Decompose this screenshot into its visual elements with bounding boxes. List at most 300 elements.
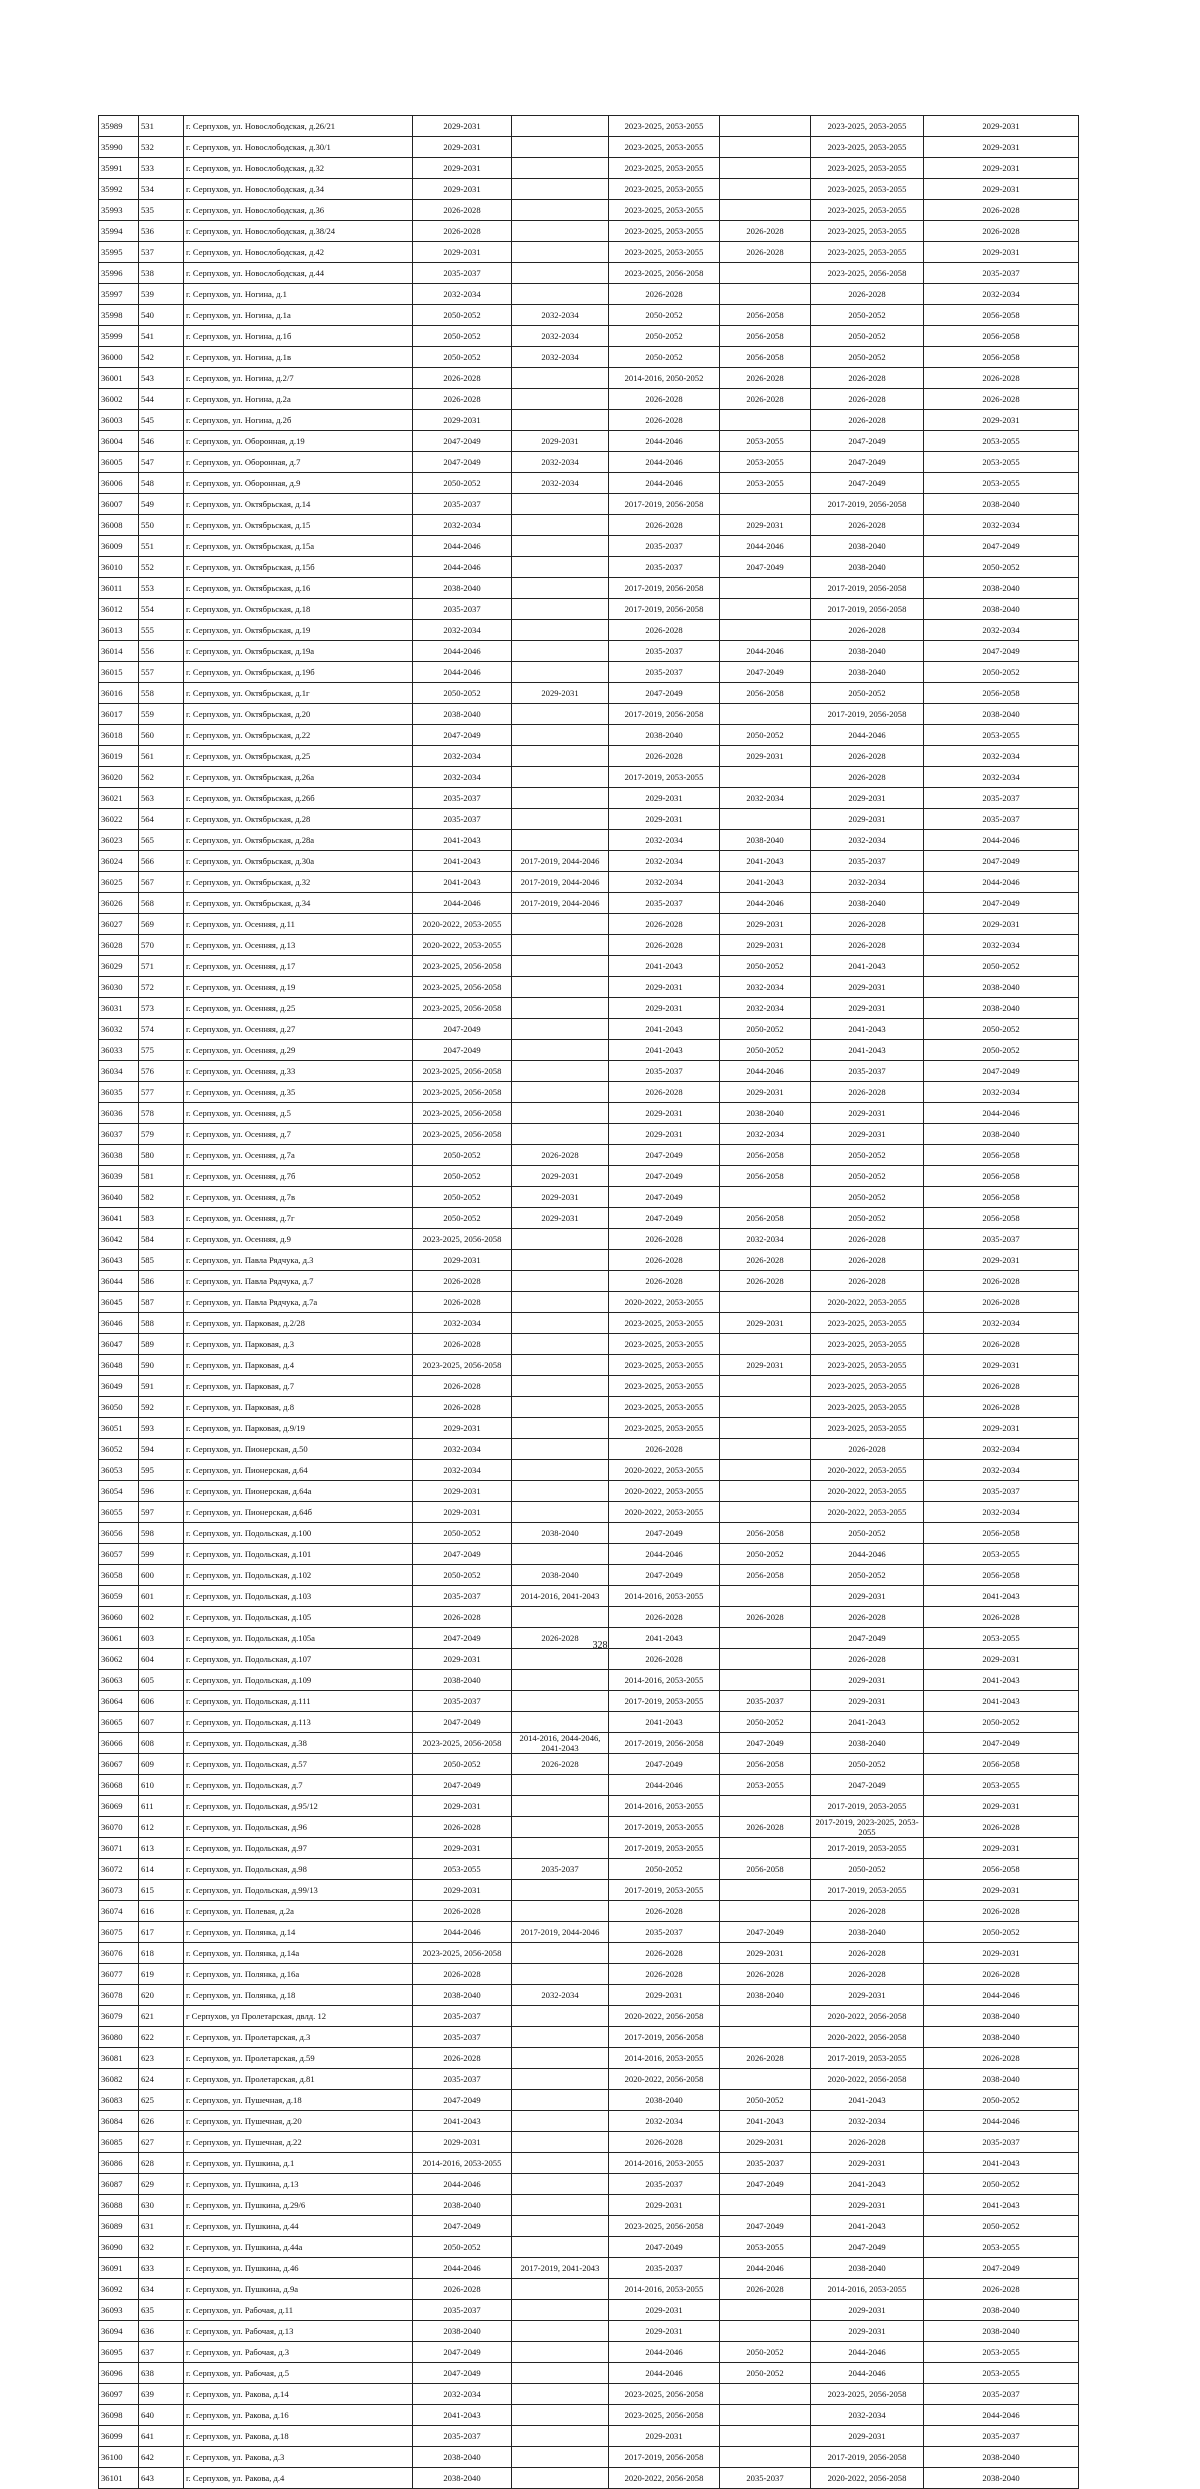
address-cell: г. Серпухов, ул. Октябрьская, д.15а xyxy=(184,536,413,557)
period-col-5-cell xyxy=(512,389,609,410)
record-id-cell: 36069 xyxy=(99,1796,139,1817)
period-col-4-cell: 2047-2049 xyxy=(413,1712,512,1733)
period-col-6-cell: 2017-2019, 2053-2055 xyxy=(609,767,720,788)
period-col-8-cell: 2017-2019, 2023-2025, 2053-2055 xyxy=(811,1817,924,1838)
address-cell: г. Серпухов, ул. Октябрьская, д.30а xyxy=(184,851,413,872)
period-col-8-cell: 2023-2025, 2053-2055 xyxy=(811,1313,924,1334)
item-number-cell: 542 xyxy=(139,347,184,368)
address-cell: г. Серпухов, ул. Полянка, д.14а xyxy=(184,1943,413,1964)
period-col-9-cell: 2044-2046 xyxy=(924,830,1079,851)
period-col-5-cell xyxy=(512,788,609,809)
period-col-9-cell: 2029-2031 xyxy=(924,1943,1079,1964)
period-col-7-cell: 2026-2028 xyxy=(720,1607,811,1628)
period-col-6-cell: 2047-2049 xyxy=(609,1754,720,1775)
item-number-cell: 553 xyxy=(139,578,184,599)
period-col-8-cell: 2050-2052 xyxy=(811,326,924,347)
period-col-4-cell: 2023-2025, 2056-2058 xyxy=(413,1082,512,1103)
record-id-cell: 36099 xyxy=(99,2426,139,2447)
period-col-4-cell: 2020-2022, 2053-2055 xyxy=(413,935,512,956)
period-col-8-cell: 2038-2040 xyxy=(811,557,924,578)
period-col-6-cell: 2026-2028 xyxy=(609,1271,720,1292)
period-col-6-cell: 2020-2022, 2053-2055 xyxy=(609,1502,720,1523)
period-col-8-cell: 2029-2031 xyxy=(811,998,924,1019)
period-col-9-cell: 2026-2028 xyxy=(924,368,1079,389)
address-cell: г. Серпухов, ул. Пушечная, д.20 xyxy=(184,2111,413,2132)
period-col-8-cell: 2026-2028 xyxy=(811,620,924,641)
period-col-5-cell xyxy=(512,767,609,788)
period-col-5-cell xyxy=(512,2048,609,2069)
record-id-cell: 35998 xyxy=(99,305,139,326)
period-col-8-cell: 2050-2052 xyxy=(811,305,924,326)
period-col-5-cell xyxy=(512,746,609,767)
item-number-cell: 541 xyxy=(139,326,184,347)
period-col-9-cell: 2029-2031 xyxy=(924,1796,1079,1817)
period-col-7-cell xyxy=(720,1187,811,1208)
period-col-6-cell: 2023-2025, 2053-2055 xyxy=(609,242,720,263)
period-col-9-cell: 2041-2043 xyxy=(924,1691,1079,1712)
period-col-9-cell: 2038-2040 xyxy=(924,977,1079,998)
period-col-7-cell xyxy=(720,620,811,641)
period-col-8-cell: 2047-2049 xyxy=(811,2237,924,2258)
record-id-cell: 36006 xyxy=(99,473,139,494)
address-cell: г. Серпухов, ул. Новослободская, д.34 xyxy=(184,179,413,200)
item-number-cell: 578 xyxy=(139,1103,184,1124)
record-id-cell: 36086 xyxy=(99,2153,139,2174)
address-cell: г. Серпухов, ул. Подольская, д.103 xyxy=(184,1586,413,1607)
address-cell: г. Серпухов, ул. Рабочая, д.5 xyxy=(184,2363,413,2384)
period-col-8-cell: 2026-2028 xyxy=(811,1229,924,1250)
item-number-cell: 572 xyxy=(139,977,184,998)
period-col-8-cell: 2023-2025, 2053-2055 xyxy=(811,1376,924,1397)
period-col-9-cell: 2044-2046 xyxy=(924,2111,1079,2132)
period-col-8-cell: 2017-2019, 2056-2058 xyxy=(811,704,924,725)
period-col-6-cell: 2029-2031 xyxy=(609,1985,720,2006)
period-col-7-cell: 2029-2031 xyxy=(720,914,811,935)
period-col-8-cell: 2047-2049 xyxy=(811,1775,924,1796)
period-col-5-cell xyxy=(512,809,609,830)
period-col-5-cell: 2035-2037 xyxy=(512,1859,609,1880)
period-col-8-cell: 2047-2049 xyxy=(811,452,924,473)
period-col-8-cell: 2017-2019, 2053-2055 xyxy=(811,1838,924,1859)
record-id-cell: 36055 xyxy=(99,1502,139,1523)
period-col-6-cell: 2017-2019, 2056-2058 xyxy=(609,2447,720,2468)
record-id-cell: 36077 xyxy=(99,1964,139,1985)
period-col-8-cell: 2050-2052 xyxy=(811,1166,924,1187)
period-col-4-cell: 2026-2028 xyxy=(413,1607,512,1628)
address-cell: г. Серпухов, ул. Осенняя, д.35 xyxy=(184,1082,413,1103)
period-col-8-cell: 2029-2031 xyxy=(811,1586,924,1607)
period-col-6-cell: 2014-2016, 2053-2055 xyxy=(609,1586,720,1607)
period-col-8-cell: 2017-2019, 2056-2058 xyxy=(811,494,924,515)
period-col-4-cell: 2050-2052 xyxy=(413,1187,512,1208)
period-col-6-cell: 2023-2025, 2053-2055 xyxy=(609,200,720,221)
period-col-8-cell: 2017-2019, 2056-2058 xyxy=(811,578,924,599)
period-col-5-cell xyxy=(512,2405,609,2426)
item-number-cell: 573 xyxy=(139,998,184,1019)
period-col-4-cell: 2035-2037 xyxy=(413,788,512,809)
period-col-4-cell: 2038-2040 xyxy=(413,2195,512,2216)
record-id-cell: 36003 xyxy=(99,410,139,431)
period-col-8-cell: 2047-2049 xyxy=(811,473,924,494)
period-col-4-cell: 2047-2049 xyxy=(413,431,512,452)
period-col-9-cell: 2035-2037 xyxy=(924,2132,1079,2153)
period-col-4-cell: 2032-2034 xyxy=(413,515,512,536)
period-col-8-cell: 2026-2028 xyxy=(811,767,924,788)
period-col-6-cell: 2035-2037 xyxy=(609,2258,720,2279)
record-id-cell: 36025 xyxy=(99,872,139,893)
period-col-5-cell xyxy=(512,1481,609,1502)
table-row xyxy=(99,1943,1079,1964)
period-col-5-cell xyxy=(512,1229,609,1250)
period-col-7-cell: 2056-2058 xyxy=(720,305,811,326)
period-col-4-cell: 2050-2052 xyxy=(413,1166,512,1187)
item-number-cell: 631 xyxy=(139,2216,184,2237)
period-col-8-cell: 2017-2019, 2056-2058 xyxy=(811,2447,924,2468)
period-col-4-cell: 2032-2034 xyxy=(413,767,512,788)
period-col-6-cell: 2047-2049 xyxy=(609,1145,720,1166)
period-col-6-cell: 2050-2052 xyxy=(609,305,720,326)
item-number-cell: 592 xyxy=(139,1397,184,1418)
address-cell: г. Серпухов, ул. Подольская, д.99/13 xyxy=(184,1880,413,1901)
item-number-cell: 640 xyxy=(139,2405,184,2426)
period-col-9-cell: 2032-2034 xyxy=(924,1082,1079,1103)
period-col-4-cell: 2023-2025, 2056-2058 xyxy=(413,1733,512,1754)
address-cell: г. Серпухов, ул. Октябрьская, д.26б xyxy=(184,788,413,809)
address-cell: г. Серпухов, ул. Новослободская, д.44 xyxy=(184,263,413,284)
period-col-8-cell: 2026-2028 xyxy=(811,1901,924,1922)
table-row xyxy=(99,2300,1079,2321)
period-col-9-cell: 2050-2052 xyxy=(924,2090,1079,2111)
address-cell: г. Серпухов, ул. Рабочая, д.13 xyxy=(184,2321,413,2342)
period-col-9-cell: 2038-2040 xyxy=(924,998,1079,1019)
item-number-cell: 624 xyxy=(139,2069,184,2090)
period-col-4-cell: 2026-2028 xyxy=(413,1817,512,1838)
period-col-9-cell: 2032-2034 xyxy=(924,620,1079,641)
table-row xyxy=(99,788,1079,809)
period-col-6-cell: 2032-2034 xyxy=(609,2111,720,2132)
period-col-4-cell: 2044-2046 xyxy=(413,893,512,914)
period-col-5-cell xyxy=(512,116,609,137)
period-col-4-cell: 2038-2040 xyxy=(413,1670,512,1691)
period-col-9-cell: 2038-2040 xyxy=(924,704,1079,725)
record-id-cell: 36062 xyxy=(99,1649,139,1670)
period-col-4-cell: 2029-2031 xyxy=(413,1838,512,1859)
period-col-9-cell: 2026-2028 xyxy=(924,200,1079,221)
period-col-4-cell: 2050-2052 xyxy=(413,305,512,326)
period-col-5-cell xyxy=(512,1334,609,1355)
item-number-cell: 584 xyxy=(139,1229,184,1250)
period-col-7-cell: 2056-2058 xyxy=(720,1859,811,1880)
period-col-8-cell: 2017-2019, 2053-2055 xyxy=(811,1880,924,1901)
period-col-9-cell: 2029-2031 xyxy=(924,242,1079,263)
period-col-9-cell: 2047-2049 xyxy=(924,536,1079,557)
period-col-9-cell: 2038-2040 xyxy=(924,2027,1079,2048)
period-col-7-cell xyxy=(720,767,811,788)
period-col-7-cell: 2032-2034 xyxy=(720,998,811,1019)
period-col-9-cell: 2041-2043 xyxy=(924,1670,1079,1691)
address-cell: г. Серпухов, ул. Подольская, д.97 xyxy=(184,1838,413,1859)
period-col-8-cell: 2017-2019, 2053-2055 xyxy=(811,2048,924,2069)
record-id-cell: 36094 xyxy=(99,2321,139,2342)
address-cell: г. Серпухов, ул. Осенняя, д.27 xyxy=(184,1019,413,1040)
period-col-8-cell: 2026-2028 xyxy=(811,1082,924,1103)
period-col-7-cell: 2026-2028 xyxy=(720,2048,811,2069)
period-col-9-cell: 2038-2040 xyxy=(924,2447,1079,2468)
period-col-5-cell xyxy=(512,179,609,200)
table-row xyxy=(99,2174,1079,2195)
period-col-6-cell: 2035-2037 xyxy=(609,641,720,662)
period-col-9-cell: 2053-2055 xyxy=(924,2363,1079,2384)
item-number-cell: 535 xyxy=(139,200,184,221)
period-col-6-cell: 2023-2025, 2053-2055 xyxy=(609,221,720,242)
period-col-9-cell: 2032-2034 xyxy=(924,767,1079,788)
period-col-7-cell: 2041-2043 xyxy=(720,872,811,893)
period-col-9-cell: 2029-2031 xyxy=(924,137,1079,158)
period-col-4-cell: 2041-2043 xyxy=(413,872,512,893)
period-col-7-cell xyxy=(720,1397,811,1418)
period-col-9-cell: 2032-2034 xyxy=(924,284,1079,305)
period-col-7-cell: 2053-2055 xyxy=(720,1775,811,1796)
period-col-6-cell: 2026-2028 xyxy=(609,620,720,641)
period-col-8-cell: 2029-2031 xyxy=(811,2300,924,2321)
period-col-7-cell: 2026-2028 xyxy=(720,221,811,242)
period-col-5-cell: 2014-2016, 2044-2046, 2041-2043 xyxy=(512,1733,609,1754)
item-number-cell: 641 xyxy=(139,2426,184,2447)
period-col-7-cell: 2026-2028 xyxy=(720,1817,811,1838)
record-id-cell: 35995 xyxy=(99,242,139,263)
period-col-6-cell: 2035-2037 xyxy=(609,1922,720,1943)
address-cell: г. Серпухов, ул. Пушечная, д.18 xyxy=(184,2090,413,2111)
period-col-5-cell xyxy=(512,1544,609,1565)
address-cell: г. Серпухов, ул. Ракова, д.4 xyxy=(184,2468,413,2489)
period-col-7-cell xyxy=(720,1418,811,1439)
period-col-7-cell: 2047-2049 xyxy=(720,662,811,683)
period-col-5-cell xyxy=(512,2069,609,2090)
address-cell: г. Серпухов, ул. Подольская, д.38 xyxy=(184,1733,413,1754)
address-cell: г. Серпухов, ул. Новослободская, д.26/21 xyxy=(184,116,413,137)
period-col-7-cell xyxy=(720,1334,811,1355)
table-row xyxy=(99,1439,1079,1460)
period-col-6-cell: 2017-2019, 2056-2058 xyxy=(609,1733,720,1754)
item-number-cell: 588 xyxy=(139,1313,184,1334)
period-col-7-cell xyxy=(720,1649,811,1670)
period-col-8-cell: 2050-2052 xyxy=(811,1208,924,1229)
period-col-7-cell: 2026-2028 xyxy=(720,1250,811,1271)
item-number-cell: 609 xyxy=(139,1754,184,1775)
period-col-6-cell: 2029-2031 xyxy=(609,2426,720,2447)
period-col-6-cell: 2023-2025, 2053-2055 xyxy=(609,1376,720,1397)
period-col-8-cell: 2020-2022, 2056-2058 xyxy=(811,2027,924,2048)
period-col-8-cell: 2026-2028 xyxy=(811,1964,924,1985)
period-col-7-cell: 2047-2049 xyxy=(720,1922,811,1943)
table-row xyxy=(99,1103,1079,1124)
period-col-7-cell: 2038-2040 xyxy=(720,1103,811,1124)
table-row xyxy=(99,2468,1079,2489)
table-row xyxy=(99,893,1079,914)
period-col-5-cell: 2026-2028 xyxy=(512,1628,609,1649)
table-row xyxy=(99,2363,1079,2384)
period-col-8-cell: 2029-2031 xyxy=(811,788,924,809)
item-number-cell: 565 xyxy=(139,830,184,851)
table-row xyxy=(99,1817,1079,1838)
period-col-9-cell: 2053-2055 xyxy=(924,2342,1079,2363)
table-row xyxy=(99,1712,1079,1733)
period-col-4-cell: 2026-2028 xyxy=(413,200,512,221)
period-col-7-cell: 2053-2055 xyxy=(720,431,811,452)
item-number-cell: 621 xyxy=(139,2006,184,2027)
period-col-4-cell: 2023-2025, 2056-2058 xyxy=(413,1355,512,1376)
period-col-7-cell: 2029-2031 xyxy=(720,935,811,956)
address-cell: г. Серпухов, ул. Осенняя, д.7а xyxy=(184,1145,413,1166)
address-cell: г. Серпухов, ул. Пионерская, д.50 xyxy=(184,1439,413,1460)
period-col-8-cell: 2026-2028 xyxy=(811,1943,924,1964)
table-row xyxy=(99,1376,1079,1397)
period-col-7-cell: 2050-2052 xyxy=(720,1019,811,1040)
period-col-6-cell: 2014-2016, 2050-2052 xyxy=(609,368,720,389)
address-cell: г. Серпухов, ул. Октябрьская, д.25 xyxy=(184,746,413,767)
table-row xyxy=(99,1733,1079,1754)
period-col-7-cell xyxy=(720,578,811,599)
period-col-7-cell: 2032-2034 xyxy=(720,1229,811,1250)
period-col-7-cell: 2032-2034 xyxy=(720,788,811,809)
period-col-6-cell: 2032-2034 xyxy=(609,872,720,893)
record-id-cell: 36018 xyxy=(99,725,139,746)
period-col-9-cell: 2038-2040 xyxy=(924,494,1079,515)
period-col-9-cell: 2026-2028 xyxy=(924,1292,1079,1313)
record-id-cell: 36015 xyxy=(99,662,139,683)
period-col-5-cell xyxy=(512,242,609,263)
period-col-9-cell: 2044-2046 xyxy=(924,1103,1079,1124)
period-col-8-cell: 2023-2025, 2053-2055 xyxy=(811,200,924,221)
period-col-4-cell: 2026-2028 xyxy=(413,1964,512,1985)
period-col-4-cell: 2032-2034 xyxy=(413,746,512,767)
period-col-8-cell: 2038-2040 xyxy=(811,662,924,683)
record-id-cell: 36083 xyxy=(99,2090,139,2111)
period-col-9-cell: 2038-2040 xyxy=(924,2006,1079,2027)
table-row xyxy=(99,683,1079,704)
address-cell: г. Серпухов, ул. Октябрьская, д.15 xyxy=(184,515,413,536)
record-id-cell: 36071 xyxy=(99,1838,139,1859)
record-id-cell: 36046 xyxy=(99,1313,139,1334)
period-col-7-cell: 2053-2055 xyxy=(720,2237,811,2258)
period-col-4-cell: 2044-2046 xyxy=(413,536,512,557)
period-col-7-cell xyxy=(720,2027,811,2048)
period-col-8-cell: 2020-2022, 2053-2055 xyxy=(811,1481,924,1502)
period-col-7-cell: 2053-2055 xyxy=(720,473,811,494)
table-row xyxy=(99,1502,1079,1523)
record-id-cell: 35991 xyxy=(99,158,139,179)
period-col-4-cell: 2050-2052 xyxy=(413,683,512,704)
period-col-5-cell xyxy=(512,2342,609,2363)
item-number-cell: 564 xyxy=(139,809,184,830)
item-number-cell: 587 xyxy=(139,1292,184,1313)
period-col-8-cell: 2050-2052 xyxy=(811,1565,924,1586)
address-cell: г. Серпухов, ул. Осенняя, д.11 xyxy=(184,914,413,935)
period-col-9-cell: 2050-2052 xyxy=(924,2174,1079,2195)
period-col-6-cell: 2023-2025, 2053-2055 xyxy=(609,1418,720,1439)
record-id-cell: 36022 xyxy=(99,809,139,830)
table-row xyxy=(99,1922,1079,1943)
period-col-9-cell: 2029-2031 xyxy=(924,116,1079,137)
period-col-5-cell: 2017-2019, 2044-2046 xyxy=(512,893,609,914)
period-col-9-cell: 2026-2028 xyxy=(924,1817,1079,1838)
period-col-5-cell xyxy=(512,977,609,998)
period-col-7-cell: 2041-2043 xyxy=(720,2111,811,2132)
item-number-cell: 606 xyxy=(139,1691,184,1712)
period-col-5-cell xyxy=(512,641,609,662)
period-col-8-cell: 2041-2043 xyxy=(811,1712,924,1733)
period-col-5-cell xyxy=(512,956,609,977)
period-col-8-cell: 2047-2049 xyxy=(811,1628,924,1649)
period-col-8-cell: 2041-2043 xyxy=(811,1040,924,1061)
period-col-8-cell: 2044-2046 xyxy=(811,725,924,746)
table-row xyxy=(99,1166,1079,1187)
period-col-4-cell: 2032-2034 xyxy=(413,1439,512,1460)
item-number-cell: 607 xyxy=(139,1712,184,1733)
address-cell: г. Серпухов, ул. Октябрьская, д.15б xyxy=(184,557,413,578)
record-id-cell: 36066 xyxy=(99,1733,139,1754)
period-col-9-cell: 2053-2055 xyxy=(924,1628,1079,1649)
address-cell: г. Серпухов, ул. Пушкина, д.46 xyxy=(184,2258,413,2279)
period-col-9-cell: 2035-2037 xyxy=(924,2384,1079,2405)
period-col-4-cell: 2047-2049 xyxy=(413,2090,512,2111)
record-id-cell: 35990 xyxy=(99,137,139,158)
period-col-8-cell: 2050-2052 xyxy=(811,347,924,368)
period-col-9-cell: 2050-2052 xyxy=(924,1040,1079,1061)
table-row xyxy=(99,1334,1079,1355)
period-col-4-cell: 2047-2049 xyxy=(413,1544,512,1565)
period-col-6-cell: 2020-2022, 2053-2055 xyxy=(609,1460,720,1481)
period-col-6-cell: 2020-2022, 2056-2058 xyxy=(609,2468,720,2489)
period-col-5-cell xyxy=(512,1313,609,1334)
address-cell: г. Серпухов, ул. Октябрьская, д.19б xyxy=(184,662,413,683)
period-col-7-cell: 2050-2052 xyxy=(720,1544,811,1565)
period-col-8-cell: 2050-2052 xyxy=(811,1187,924,1208)
period-col-6-cell: 2044-2046 xyxy=(609,1544,720,1565)
table-row xyxy=(99,116,1079,137)
period-col-4-cell: 2026-2028 xyxy=(413,389,512,410)
table-row xyxy=(99,1145,1079,1166)
address-cell: г. Серпухов, ул. Ногина, д.1 xyxy=(184,284,413,305)
record-id-cell: 36101 xyxy=(99,2468,139,2489)
period-col-5-cell xyxy=(512,1964,609,1985)
period-col-9-cell: 2044-2046 xyxy=(924,1985,1079,2006)
period-col-6-cell: 2020-2022, 2056-2058 xyxy=(609,2006,720,2027)
period-col-6-cell: 2032-2034 xyxy=(609,851,720,872)
period-col-4-cell: 2035-2037 xyxy=(413,2027,512,2048)
period-col-4-cell: 2014-2016, 2053-2055 xyxy=(413,2153,512,2174)
period-col-9-cell: 2050-2052 xyxy=(924,1712,1079,1733)
period-col-9-cell: 2056-2058 xyxy=(924,1565,1079,1586)
table-row xyxy=(99,2342,1079,2363)
period-col-7-cell xyxy=(720,1502,811,1523)
period-col-5-cell xyxy=(512,704,609,725)
period-col-5-cell xyxy=(512,1649,609,1670)
period-col-9-cell: 2050-2052 xyxy=(924,956,1079,977)
period-col-5-cell xyxy=(512,1943,609,1964)
item-number-cell: 554 xyxy=(139,599,184,620)
period-col-8-cell: 2026-2028 xyxy=(811,1649,924,1670)
record-id-cell: 36019 xyxy=(99,746,139,767)
period-col-4-cell: 2029-2031 xyxy=(413,1880,512,1901)
period-col-7-cell xyxy=(720,1376,811,1397)
period-col-7-cell xyxy=(720,284,811,305)
table-row xyxy=(99,2216,1079,2237)
period-col-6-cell: 2014-2016, 2053-2055 xyxy=(609,1670,720,1691)
period-col-9-cell: 2053-2055 xyxy=(924,473,1079,494)
period-col-9-cell: 2026-2028 xyxy=(924,389,1079,410)
table-row xyxy=(99,746,1079,767)
